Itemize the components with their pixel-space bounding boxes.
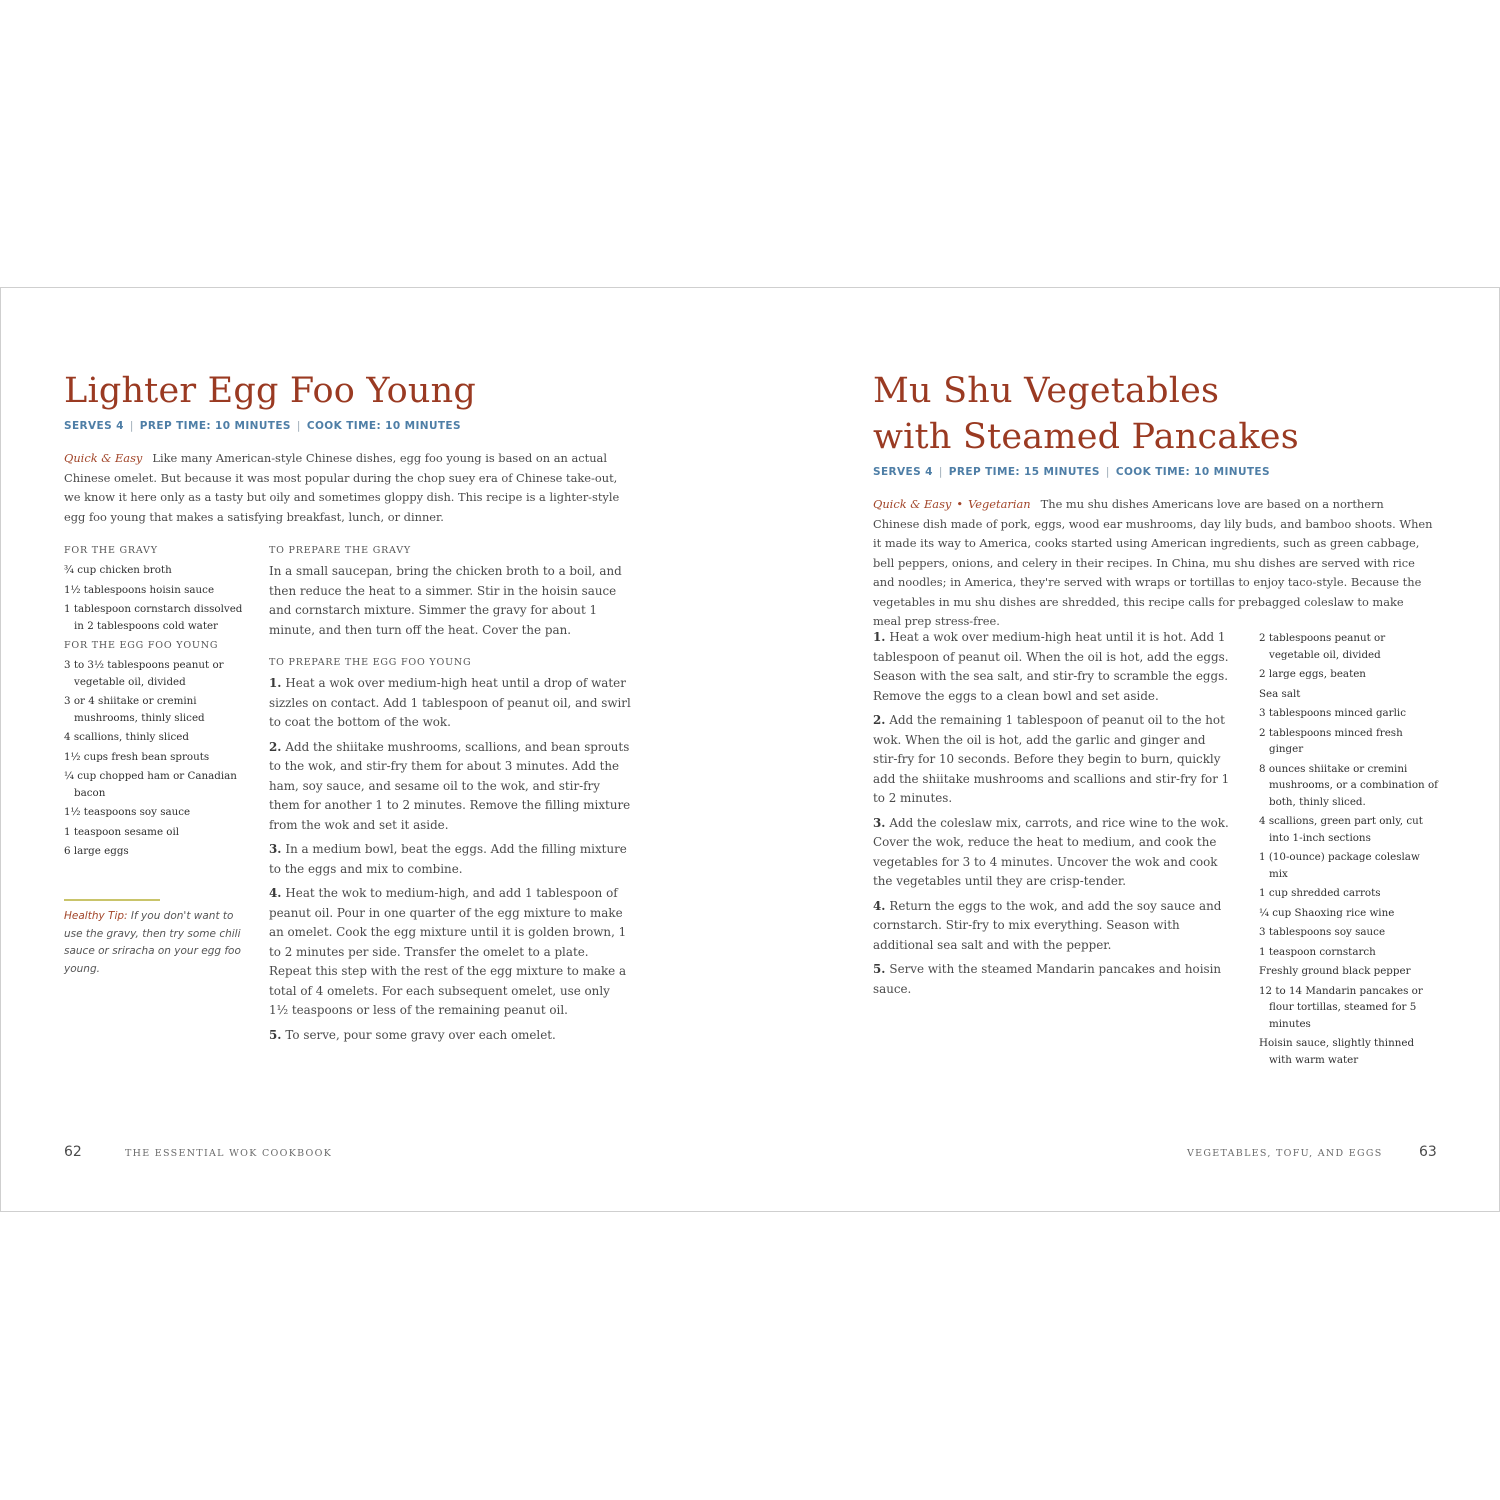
egg-ingredient-list (64, 657, 254, 860)
gravy-ingredients-heading: FOR THE GRAVY (64, 545, 158, 556)
tag-separator: • (956, 497, 964, 511)
ingredient-item: 3 tablespoons minced garlic (1259, 707, 1406, 719)
ingredient-item: Sea salt (1259, 687, 1301, 700)
ingredient-item: 1 teaspoon sesame oil (64, 825, 180, 838)
ingredient-item: ¾ cup chicken broth (64, 564, 172, 576)
ingredient-item: 1½ cups fresh bean sprouts (64, 750, 210, 763)
intro-text: The mu shu dishes Americans love are based on a northern Chinese dish made of pork, eggs, wood ear mushrooms, day lily buds, and bamboo shoots. When it made its way to America, cooks started using American ingredients, such as green cabbage, bell peppers, onions, and celery in their recipes. In China, mu shu dishes are served with rice and noodles; in America, they're served with wraps or tortillas to enjoy taco-style. Because the vegetables in mu shu dishes are shredded, this recipe calls for prebagged coleslaw to make meal prep stress-free. (873, 497, 1433, 628)
ingredient-item: 3 tablespoons soy sauce (1259, 926, 1386, 938)
page-number: 62 (64, 1144, 82, 1160)
cook-time: COOK TIME: 10 MINUTES (306, 420, 461, 432)
ingredients-column (64, 545, 254, 863)
meta-separator: | (1105, 466, 1110, 478)
ingredient-item: 4 scallions, green part only, cut into 1-inch sections (1259, 815, 1423, 844)
title-line-2: with Steamed Pancakes (873, 417, 1299, 457)
ingredient-item: ¼ cup Shaoxing rice wine (1259, 906, 1395, 919)
page-number: 63 (1419, 1144, 1437, 1160)
meta-separator: | (129, 420, 134, 432)
intro-text: Like many American-style Chinese dishes, egg foo young is based on an actual Chinese omelet. But because it was most popular during the chop suey era of Chinese take-out, we know it here only as a tasty but oily and sometimes gloppy dish. This recipe is a lighter-style egg foo young that makes a satisfying breakfast, lunch, or dinner. (64, 451, 620, 524)
ingredient-item: 2 tablespoons peanut or vegetable oil, divided (1259, 632, 1386, 661)
tip-label: Healthy Tip: (64, 910, 128, 922)
recipe-intro (873, 495, 1433, 632)
ingredient-item: 1½ teaspoons soy sauce (64, 806, 191, 818)
running-head: THE ESSENTIAL WOK COOKBOOK (125, 1148, 333, 1159)
ingredient-item: 12 to 14 Mandarin pancakes or flour tortillas, steamed for 5 minutes (1259, 984, 1423, 1030)
meta-separator: | (938, 466, 943, 478)
ingredient-item: 3 or 4 shiitake or cremini mushrooms, thinly sliced (64, 695, 205, 724)
ingredient-item: 1 (10-ounce) package coleslaw mix (1259, 851, 1420, 880)
ingredient-item: 2 large eggs, beaten (1259, 668, 1366, 680)
healthy-tip (64, 908, 244, 978)
step-item: 5. To serve, pour some gravy over each omelet. (269, 1027, 556, 1042)
recipe-meta (64, 420, 461, 432)
step-item: 2. Add the shiitake mushrooms, scallions, and bean sprouts to the wok, and stir-fry them for about 3 minutes. Add the ham, soy sauce, and sesame oil to the wok, and stir-fry them for another 1 to 2 minutes. Remove the filling mixture from the wok and set it aside. (269, 739, 631, 832)
gravy-ingredient-list (64, 562, 254, 634)
ingredient-item: 6 large eggs (64, 845, 129, 857)
prep-time: PREP TIME: 10 MINUTES (139, 420, 291, 432)
ingredient-item: ¼ cup chopped ham or Canadian bacon (64, 770, 237, 799)
running-head: VEGETABLES, TOFU, AND EGGS (1187, 1148, 1383, 1159)
recipe-intro (64, 449, 624, 527)
step-list (269, 674, 631, 1045)
tag-quick-easy: Quick & Easy (64, 451, 143, 465)
prepare-gravy-text: In a small saucepan, bring the chicken broth to a boil, and then reduce the heat to a simmer. Stir in the hoisin sauce and cornstarch mixture. Simmer the gravy for about 1 minute, and then turn off the heat. Cover the pan. (269, 564, 622, 637)
instructions-column (873, 628, 1231, 1004)
tag-quick-easy: Quick & Easy (873, 497, 952, 511)
right-page (750, 288, 1499, 1211)
cook-time: COOK TIME: 10 MINUTES (1115, 466, 1270, 478)
step-item: 3. In a medium bowl, beat the eggs. Add the filling mixture to the eggs and mix to combine. (269, 842, 627, 876)
step-item: 5. Serve with the steamed Mandarin pancakes and hoisin sauce. (873, 962, 1222, 996)
ingredient-item: 1 cup shredded carrots (1259, 887, 1381, 899)
recipe-title (873, 368, 1299, 460)
ingredient-item: 8 ounces shiitake or cremini mushrooms, or a combination of both, thinly sliced. (1259, 762, 1438, 808)
prepare-egg-heading: TO PREPARE THE EGG FOO YOUNG (269, 657, 472, 668)
ingredient-item: Hoisin sauce, slightly thinned with warm water (1259, 1037, 1415, 1066)
title-line-1: Mu Shu Vegetables (873, 371, 1220, 411)
ingredient-item: 4 scallions, thinly sliced (64, 731, 189, 743)
prepare-gravy-heading: TO PREPARE THE GRAVY (269, 545, 411, 556)
recipe-meta (873, 466, 1270, 478)
ingredient-item: 1 teaspoon cornstarch (1259, 945, 1376, 958)
serves: SERVES 4 (873, 466, 933, 478)
ingredients-column (1259, 630, 1439, 1071)
ingredient-item: 2 tablespoons minced fresh ginger (1259, 726, 1403, 755)
step-item: 4. Heat the wok to medium-high, and add 1 tablespoon of peanut oil. Pour in one quarter of the egg mixture to make an omelet. Cook the egg mixture until it is golden brown, 1 to 2 minutes per side. Transfer the omelet to a plate. Repeat this step with the rest of the egg mixture to make a total of 4 omelets. For each subsequent omelet, use only 1½ teaspoons or less of the remaining peanut oil. (269, 886, 627, 1017)
ingredient-item: 1 tablespoon cornstarch dissolved in 2 tablespoons cold water (64, 603, 243, 632)
ingredient-item: 1½ tablespoons hoisin sauce (64, 583, 215, 596)
step-item: 1. Heat a wok over medium-high heat until it is hot. Add 1 tablespoon of peanut oil. When the oil is hot, add the eggs. Season with the sea salt, and stir-fry to scramble the eggs. Remove the eggs to a clean bowl and set aside. (873, 630, 1229, 703)
step-item: 1. Heat a wok over medium-high heat until a drop of water sizzles on contact. Add 1 tablespoon of peanut oil, and swirl to coat the bottom of the wok. (269, 676, 631, 729)
tip-text: If you don't want to use the gravy, then try some chili sauce or sriracha on your egg foo young. (64, 910, 241, 975)
step-list (873, 628, 1231, 999)
instructions-column (269, 545, 631, 1050)
recipe-title: Lighter Egg Foo Young (64, 371, 476, 411)
left-page (1, 288, 750, 1211)
ingredient-item: Freshly ground black pepper (1259, 965, 1411, 977)
step-item: 3. Add the coleslaw mix, carrots, and rice wine to the wok. Cover the wok, reduce the heat to medium, and cook the vegetables for 3 to 4 minutes. Uncover the wok and cook the vegetables until they are crisp-tender. (873, 815, 1229, 888)
egg-ingredients-heading: FOR THE EGG FOO YOUNG (64, 640, 219, 651)
ingredient-item: 3 to 3½ tablespoons peanut or vegetable oil, divided (64, 659, 224, 688)
book-spread (0, 287, 1500, 1212)
serves: SERVES 4 (64, 420, 124, 432)
step-item: 2. Add the remaining 1 tablespoon of peanut oil to the hot wok. When the oil is hot, add the garlic and ginger and stir-fry for 10 seconds. Before they begin to burn, quickly add the shiitake mushrooms and scallions and stir-fry for 1 to 2 minutes. (873, 713, 1230, 805)
step-item: 4. Return the eggs to the wok, and add the soy sauce and cornstarch. Stir-fry to mix everything. Season with additional sea salt and with the pepper. (873, 898, 1222, 952)
tip-rule (64, 899, 160, 901)
meta-separator: | (296, 420, 301, 432)
tag-vegetarian: Vegetarian (968, 497, 1031, 511)
ingredient-list (1259, 630, 1439, 1068)
prep-time: PREP TIME: 15 MINUTES (948, 466, 1100, 478)
